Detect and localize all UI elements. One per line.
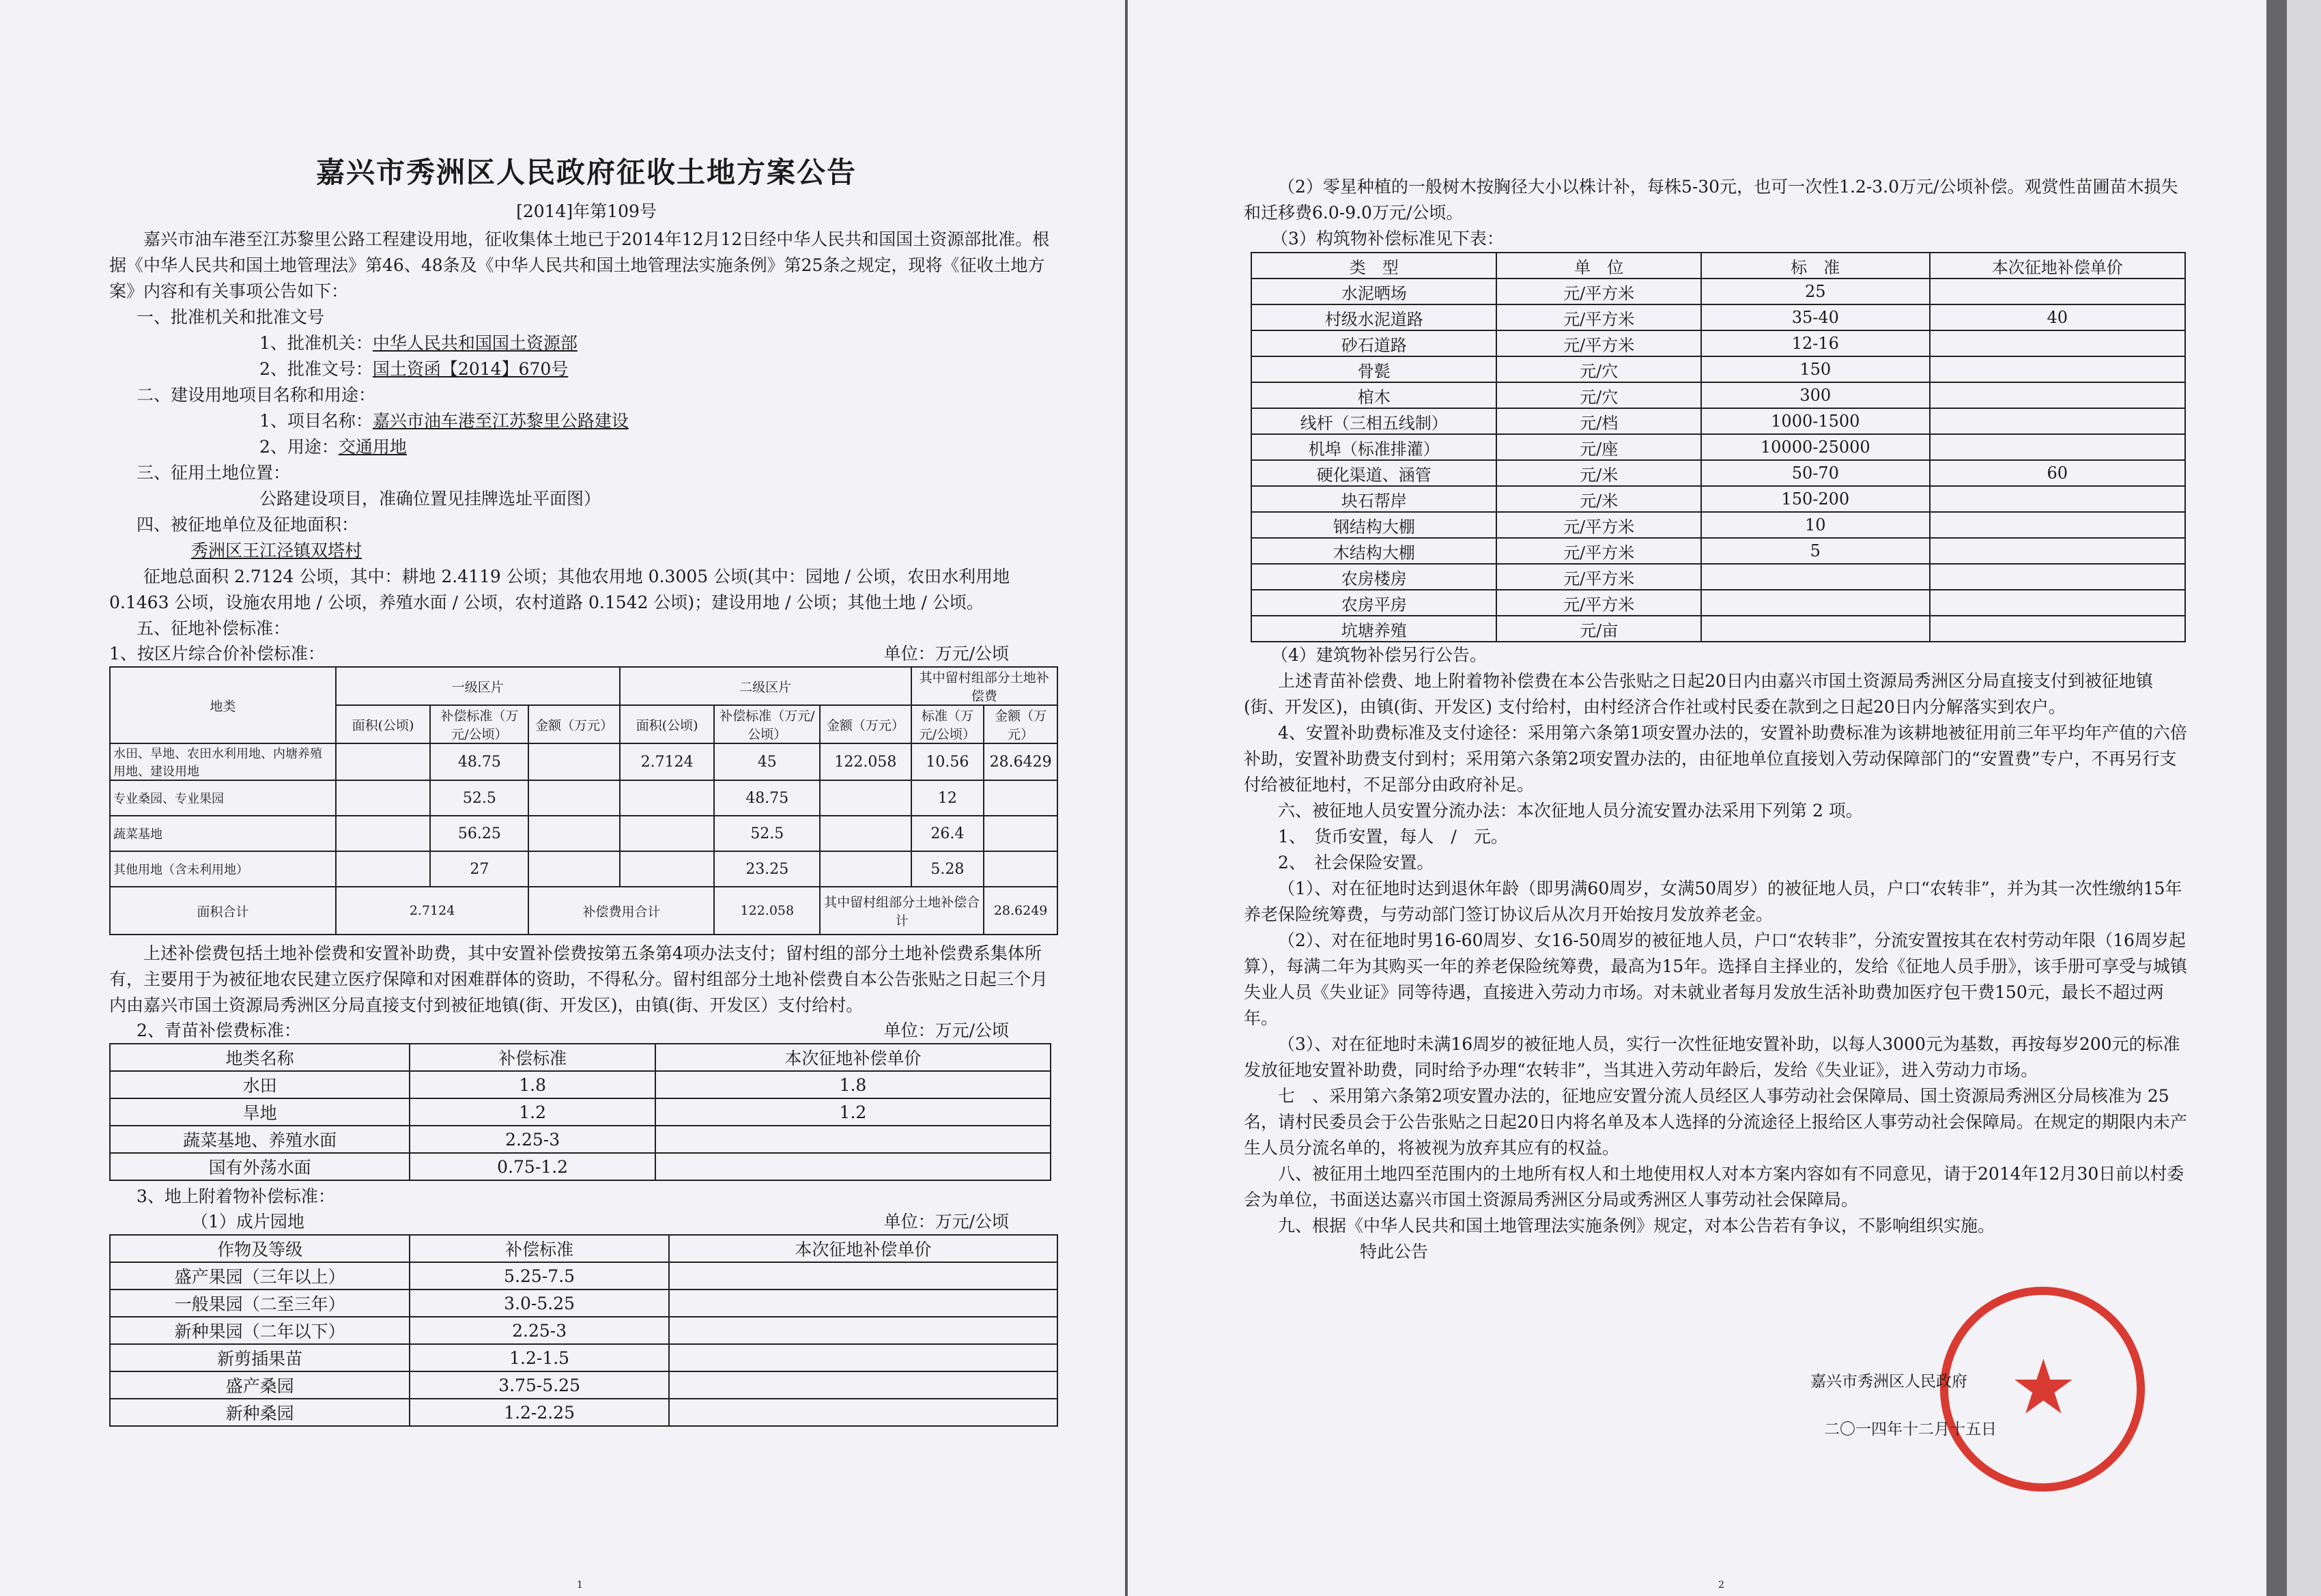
table-cell: 元/座 bbox=[1496, 434, 1701, 460]
table-cell: 52.5 bbox=[430, 780, 528, 816]
table-cell: 元/亩 bbox=[1496, 616, 1701, 642]
table-row bbox=[110, 1289, 1057, 1317]
table-cell bbox=[620, 851, 715, 887]
table-cell: 硬化渠道、涵管 bbox=[1251, 460, 1496, 486]
table-row bbox=[1251, 279, 2185, 304]
table-cell bbox=[820, 851, 911, 887]
table-cell bbox=[669, 1317, 1057, 1344]
table-cell bbox=[1930, 330, 2185, 356]
table-cell bbox=[820, 816, 911, 851]
table-cell bbox=[669, 1371, 1057, 1399]
table-cell: 机埠（标准排灌） bbox=[1251, 434, 1496, 460]
table-cell: 5.25-7.5 bbox=[410, 1262, 668, 1289]
approval-number: 2、批准文号：国土资函【2014】670号 bbox=[259, 359, 569, 379]
table-cell: 蔬菜基地 bbox=[110, 816, 336, 851]
table-cell: 10.56 bbox=[911, 743, 984, 780]
seedling-header-row bbox=[110, 1044, 1051, 1071]
intro-paragraph: 嘉兴市油车港至江苏黎里公路工程建设用地，征收集体土地已于2014年12月12日经中华人民共和国国土资源部批准。根据《中华人民共和国土地管理法》第46、48条及《中华人民共和国土地管理法实施条例》第25条之规定，现将《征收土地方案》内容和有关事项公告如下： bbox=[109, 229, 1050, 301]
table-cell: 棺木 bbox=[1251, 382, 1496, 408]
table-cell bbox=[528, 816, 619, 851]
table-cell: 元/米 bbox=[1496, 486, 1701, 512]
table-cell: 50-70 bbox=[1701, 460, 1930, 486]
table-cell: 28.6429 bbox=[984, 743, 1057, 780]
table-cell: 300 bbox=[1701, 382, 1930, 408]
table-cell: 1.2-1.5 bbox=[410, 1344, 668, 1371]
seedling-compensation-table bbox=[109, 1043, 1051, 1181]
section-4-heading: 四、被征地单位及征地面积： bbox=[137, 515, 359, 535]
table-cell: 蔬菜基地、养殖水面 bbox=[110, 1126, 410, 1153]
table-row bbox=[110, 780, 1057, 816]
structure-header-cell: 标 准 bbox=[1701, 253, 1930, 279]
table-3-caption: （1）成片园地 单位：万元/公顷 bbox=[191, 1212, 1009, 1231]
table-cell bbox=[984, 780, 1057, 816]
table-cell: 25 bbox=[1701, 279, 1930, 304]
orchard-header-cell: 本次征地补偿单价 bbox=[669, 1235, 1057, 1262]
table-cell bbox=[620, 780, 715, 816]
seal-star-icon: ★ bbox=[2010, 1343, 2077, 1431]
page-number: 1 bbox=[577, 1580, 583, 1591]
table-cell: 水泥晒场 bbox=[1251, 279, 1496, 304]
table-cell: 专业桑园、专业果园 bbox=[110, 780, 336, 816]
option-2-item-1: （1）、对在征地时达到退休年龄（即男满60周岁，女满50周岁）的被征地人员，户口“农转非”，并为其一次性缴纳15年养老保险统筹费，与劳动部门签订协议后从次月开始按月发放养老金。 bbox=[1244, 879, 2182, 924]
structure-header-row bbox=[1251, 253, 2185, 279]
option-2: 2、 社会保险安置。 bbox=[1278, 853, 1434, 872]
paragraph-buildings: （4）建筑物补偿另行公告。 bbox=[1271, 645, 1487, 665]
table-cell: 元/平方米 bbox=[1496, 304, 1701, 330]
table-cell bbox=[528, 743, 619, 780]
table-cell: 45 bbox=[714, 743, 820, 780]
table-row bbox=[1251, 434, 2185, 460]
table-cell: 3.75-5.25 bbox=[410, 1371, 668, 1399]
table-row bbox=[1251, 408, 2185, 434]
table-cell bbox=[336, 851, 431, 887]
table-cell: 元/平方米 bbox=[1496, 564, 1701, 590]
table-row bbox=[110, 1344, 1057, 1371]
table-cell bbox=[336, 780, 431, 816]
section-5-heading: 五、征地补偿标准： bbox=[137, 618, 291, 638]
table-cell: 122.058 bbox=[820, 743, 911, 780]
table-cell: 新剪插果苗 bbox=[110, 1344, 410, 1371]
table-row bbox=[110, 743, 1057, 780]
table-row bbox=[110, 1153, 1051, 1180]
table-cell bbox=[655, 1126, 1051, 1153]
table-cell bbox=[1930, 486, 2185, 512]
structure-table-caption: （3）构筑物补偿标准见下表： bbox=[1271, 229, 1504, 248]
table-cell bbox=[984, 851, 1057, 887]
table-cell: 27 bbox=[430, 851, 528, 887]
project-use: 2、用途：交通用地 bbox=[259, 437, 407, 457]
page-number-2: 2 bbox=[1718, 1580, 1724, 1591]
table-cell bbox=[1930, 356, 2185, 382]
table-cell: 23.25 bbox=[714, 851, 820, 887]
section-9: 九、根据《中华人民共和国土地管理法实施条例》规定，对本公告若有争议，不影响组织实施。 bbox=[1278, 1216, 1995, 1236]
table-row bbox=[110, 1071, 1051, 1098]
table-cell bbox=[1701, 616, 1930, 642]
table-cell: 水田、旱地、农田水利用地、内塘养殖用地、建设用地 bbox=[110, 743, 336, 780]
table-cell: 农房楼房 bbox=[1251, 564, 1496, 590]
table-cell: 3.0-5.25 bbox=[410, 1289, 668, 1317]
orchard-header-row bbox=[110, 1235, 1057, 1262]
section-6-heading: 六、被征地人员安置分流办法：本次征地人员分流安置办法采用下列第 2 项。 bbox=[1278, 801, 1863, 821]
table-cell: 52.5 bbox=[714, 816, 820, 851]
section-2-heading: 二、建设用地项目名称和用途： bbox=[137, 385, 376, 405]
expropriated-unit: 秀洲区王江泾镇双塔村 bbox=[191, 541, 362, 560]
table-row bbox=[1251, 564, 2185, 590]
table-cell: 1.2 bbox=[655, 1098, 1051, 1126]
table-row bbox=[1251, 486, 2185, 512]
table-cell: 48.75 bbox=[714, 780, 820, 816]
table-cell: 新种桑园 bbox=[110, 1399, 410, 1426]
table-cell: 块石帮岸 bbox=[1251, 486, 1496, 512]
option-2-item-2: （2）、对在征地时男16-60周岁、女16-50周岁的被征地人员，户口“农转非”，分流安置按其在农村劳动年限（16周岁起算），每满二年为其购买一年的养老保险统筹费，最高为15年。选择自主择业的，发给《征地人员手册》，该手册可享受与城镇失业人员《失业证》同等待遇，直接进入劳动力市场。对未就业者每月发放生活补助费加医疗包干费150元，最长不超过两年。 bbox=[1244, 930, 2187, 1028]
table-cell: 1000-1500 bbox=[1701, 408, 1930, 434]
table-cell: 1.8 bbox=[655, 1071, 1051, 1098]
table-row bbox=[1251, 330, 2185, 356]
section-1-heading: 一、批准机关和批准文号 bbox=[137, 307, 325, 327]
table-cell: 1.8 bbox=[410, 1071, 655, 1098]
orchard-header-cell: 补偿标准 bbox=[410, 1235, 668, 1262]
table-cell bbox=[1930, 434, 2185, 460]
page-right bbox=[1128, 0, 2266, 1596]
table-cell: 12-16 bbox=[1701, 330, 1930, 356]
structure-header-cell: 单 位 bbox=[1496, 253, 1701, 279]
table-row bbox=[110, 1399, 1057, 1426]
option-2-item-3: （3）、对在征地时未满16周岁的被征地人员，实行一次性征地安置补助，以每人3000元为基数，再按每岁200元的标准发放征地安置补助费，同时给予办理“农转非”，当其进入劳动年龄后，发给《失业证》，进入劳动力市场。 bbox=[1244, 1034, 2180, 1080]
table-row bbox=[110, 851, 1057, 887]
table-cell bbox=[655, 1153, 1051, 1180]
table-cell: 元/平方米 bbox=[1496, 538, 1701, 564]
table-cell: 2.25-3 bbox=[410, 1126, 655, 1153]
structure-header-cell: 类 型 bbox=[1251, 253, 1496, 279]
table-cell bbox=[1930, 590, 2185, 616]
table-row bbox=[110, 1262, 1057, 1289]
table-cell bbox=[1930, 616, 2185, 642]
table-cell: 一般果园（二至三年） bbox=[110, 1289, 410, 1317]
table-cell: 农房平房 bbox=[1251, 590, 1496, 616]
document-number: [2014]年第109号 bbox=[516, 201, 657, 221]
table-cell: 48.75 bbox=[430, 743, 528, 780]
table-row bbox=[1251, 356, 2185, 382]
table-cell: 1.2 bbox=[410, 1098, 655, 1126]
table-cell: 元/平方米 bbox=[1496, 590, 1701, 616]
table-cell bbox=[1701, 590, 1930, 616]
table-cell bbox=[669, 1289, 1057, 1317]
table-row bbox=[1251, 538, 2185, 564]
paragraph-after-table-1: 上述补偿费包括土地补偿费和安置补助费，其中安置补偿费按第五条第4项办法支付；留村组的部分土地补偿费系集体所有，主要用于为被征地农民建立医疗保障和对困难群体的资助，不得私分。留村组部分土地补偿费自本公告张贴之日起三个月内由嘉兴市国土资源局秀洲区分局直接支付到被征地镇(街、开发区)，由镇(街、开发区）支付给村。 bbox=[109, 943, 1049, 1015]
table-1-caption: 1、按区片综合价补偿标准： 单位：万元/公顷 bbox=[109, 644, 1009, 664]
table-cell: 2.7124 bbox=[620, 743, 715, 780]
paragraph-payment: 上述青苗补偿费、地上附着物补偿费在本公告张贴之日起20日内由嘉兴市国土资源局秀洲区分局直接支付到被征地镇(街、开发区)，由镇(街、开发区) 支付给村，由村经济合作社或村民委在款到之日起20日内分解落实到农户。 bbox=[1244, 671, 2153, 717]
table-cell bbox=[1930, 564, 2185, 590]
table-row bbox=[1251, 616, 2185, 642]
section-4-text: 征地总面积 2.7124 公顷，其中：耕地 2.4119 公顷；其他农用地 0.3005 公顷(其中：园地 / 公顷，农田水利用地 0.1463 公顷，设施农用地 / 公顷，养殖水面 / 公顷，农村道路 0.1542 公顷)；建设用地 / 公顷；其他土地 / 公顷。 bbox=[109, 567, 1010, 612]
table-cell: 5.28 bbox=[911, 851, 984, 887]
table-cell bbox=[1930, 512, 2185, 538]
table-row bbox=[1251, 512, 2185, 538]
table-row bbox=[110, 1126, 1051, 1153]
table-cell: 村级水泥道路 bbox=[1251, 304, 1496, 330]
option-1: 1、 货币安置，每人 / 元。 bbox=[1278, 827, 1508, 846]
table-row bbox=[1251, 460, 2185, 486]
table-cell bbox=[620, 816, 715, 851]
table-cell: 元/平方米 bbox=[1496, 330, 1701, 356]
scan-edge bbox=[2266, 0, 2321, 1596]
table-cell: 砂石道路 bbox=[1251, 330, 1496, 356]
signing-organization: 嘉兴市秀洲区人民政府 bbox=[1810, 1373, 1967, 1391]
table-cell: 元/平方米 bbox=[1496, 279, 1701, 304]
table-cell: 其他用地（含未利用地） bbox=[110, 851, 336, 887]
orchard-compensation-table bbox=[109, 1234, 1058, 1427]
section-3-text: 公路建设项目，准确位置见挂牌选址平面图） bbox=[259, 489, 601, 509]
table-cell: 60 bbox=[1930, 460, 2185, 486]
table-cell bbox=[820, 780, 911, 816]
table-cell: 5 bbox=[1701, 538, 1930, 564]
table-cell bbox=[1930, 408, 2185, 434]
table-cell: 新种果园（二年以下） bbox=[110, 1317, 410, 1344]
table-cell: 26.4 bbox=[911, 816, 984, 851]
zone-compensation-table: 地类 一级区片 二级区片 其中留村组部分土地补偿费 面积(公顷) 补偿标准（万元/公顷） 金额（万元） 面积(公顷) 补偿标准（万元/公顷） 金额（万元） 标准（万元/公顷） 金额（万元） 水田、旱地、农田水利用地、内塘养殖用地、建设用地 48.75 2.7124 45 122.058 10.56 28.6429 专业桑园、专业果园 52.5 48.75 12 蔬菜基地 56.25 52.5 26.4 其他用地（含未利用地） 27 23.25 5.28 面积合计 2.7124 补偿费用合计 122.058 其中留村组部分土地补偿合计 28.6249 bbox=[109, 666, 1058, 935]
table-cell bbox=[1930, 279, 2185, 304]
structure-compensation-table bbox=[1251, 252, 2186, 642]
table-cell bbox=[1930, 538, 2185, 564]
table-row bbox=[1251, 590, 2185, 616]
page-left bbox=[0, 0, 1125, 1596]
table-cell: 元/档 bbox=[1496, 408, 1701, 434]
table-row bbox=[110, 1098, 1051, 1126]
table-cell bbox=[984, 816, 1057, 851]
table-cell: 水田 bbox=[110, 1071, 410, 1098]
table-cell: 56.25 bbox=[430, 816, 528, 851]
section-8: 八、被征用土地四至范围内的土地所有权人和土地使用权人对本方案内容如有不同意见，请于2014年12月30日前以村委会为单位，书面送达嘉兴市国土资源局秀洲区分局或秀洲区人事劳动社会保障局。 bbox=[1244, 1164, 2184, 1210]
orchard-header-cell: 作物及等级 bbox=[110, 1235, 410, 1262]
table-cell: 0.75-1.2 bbox=[410, 1153, 655, 1180]
table-cell: 坑塘养殖 bbox=[1251, 616, 1496, 642]
table-cell: 线杆（三相五线制） bbox=[1251, 408, 1496, 434]
section-5-3-heading: 3、地上附着物补偿标准： bbox=[137, 1186, 335, 1206]
table-cell bbox=[669, 1262, 1057, 1289]
paragraph-resettlement-fee: 4、安置补助费标准及支付途径：采用第六条第1项安置办法的，安置补助费标准为该耕地被征用前三年平均年产值的六倍补助，安置补助费支付到村；采用第六条第2项安置办法的，由征地单位直接划入劳动保障部门的“安置费”专户，不再另行支付给被征地村，不足部分由政府补足。 bbox=[1244, 723, 2187, 795]
table-cell: 国有外荡水面 bbox=[110, 1153, 410, 1180]
closing-note: 特此公告 bbox=[1360, 1242, 1429, 1262]
table-cell: 10 bbox=[1701, 512, 1930, 538]
table-cell: 元/穴 bbox=[1496, 382, 1701, 408]
table-cell: 木结构大棚 bbox=[1251, 538, 1496, 564]
table-row bbox=[110, 1317, 1057, 1344]
table-cell: 旱地 bbox=[110, 1098, 410, 1126]
section-7: 七 、采用第六条第2项安置办法的，征地应安置分流人员经区人事劳动社会保障局、国土资源局秀洲区分局核准为 25 名，请村民委员会于公告张贴之日起20日内将名单及本人选择的分流途径上报给区人事劳动社会保障局。在规定的期限内未产生人员分流名单的，将被视为放弃其应有的权益。 bbox=[1244, 1086, 2187, 1158]
table-cell bbox=[669, 1344, 1057, 1371]
table-cell: 35-40 bbox=[1701, 304, 1930, 330]
table-cell: 钢结构大棚 bbox=[1251, 512, 1496, 538]
table-2-caption: 2、青苗补偿费标准： 单位：万元/公顷 bbox=[137, 1021, 1009, 1040]
table-cell: 骨甏 bbox=[1251, 356, 1496, 382]
table-row bbox=[1251, 304, 2185, 330]
table-cell: 元/穴 bbox=[1496, 356, 1701, 382]
table-cell: 元/平方米 bbox=[1496, 512, 1701, 538]
table-cell bbox=[1930, 382, 2185, 408]
table-row bbox=[110, 816, 1057, 851]
official-seal bbox=[1940, 1287, 2145, 1492]
table-cell bbox=[528, 851, 619, 887]
signing-date: 二〇一四年十二月十五日 bbox=[1824, 1421, 1997, 1438]
table-row bbox=[1251, 382, 2185, 408]
table-cell: 12 bbox=[911, 780, 984, 816]
seedling-header-cell: 补偿标准 bbox=[410, 1044, 655, 1071]
table-cell bbox=[1701, 564, 1930, 590]
seedling-header-cell: 本次征地补偿单价 bbox=[655, 1044, 1051, 1071]
structure-header-cell: 本次征地补偿单价 bbox=[1930, 253, 2185, 279]
table-cell: 盛产果园（三年以上） bbox=[110, 1262, 410, 1289]
table-cell: 150-200 bbox=[1701, 486, 1930, 512]
table-cell bbox=[669, 1399, 1057, 1426]
table-cell bbox=[336, 743, 431, 780]
table-cell: 10000-25000 bbox=[1701, 434, 1930, 460]
table-cell: 1.2-2.25 bbox=[410, 1399, 668, 1426]
seedling-header-cell: 地类名称 bbox=[110, 1044, 410, 1071]
table-cell bbox=[528, 780, 619, 816]
table-cell: 150 bbox=[1701, 356, 1930, 382]
table-cell: 2.25-3 bbox=[410, 1317, 668, 1344]
table-cell: 盛产桑园 bbox=[110, 1371, 410, 1399]
project-name: 1、项目名称：嘉兴市油车港至江苏黎里公路建设 bbox=[259, 411, 629, 431]
table-cell: 元/米 bbox=[1496, 460, 1701, 486]
table-row bbox=[110, 1371, 1057, 1399]
document-title: 嘉兴市秀洲区人民政府征收土地方案公告 bbox=[315, 156, 857, 189]
paragraph-trees: （2）零星种植的一般树木按胸径大小以株计补，每株5-30元，也可一次性1.2-3.0万元/公顷补偿。观赏性苗圃苗木损失和迁移费6.0-9.0万元/公顷。 bbox=[1244, 177, 2178, 223]
table-cell: 40 bbox=[1930, 304, 2185, 330]
section-3-heading: 三、征用土地位置： bbox=[137, 463, 291, 483]
table-cell bbox=[336, 816, 431, 851]
approval-authority: 1、批准机关：中华人民共和国国土资源部 bbox=[259, 333, 578, 353]
